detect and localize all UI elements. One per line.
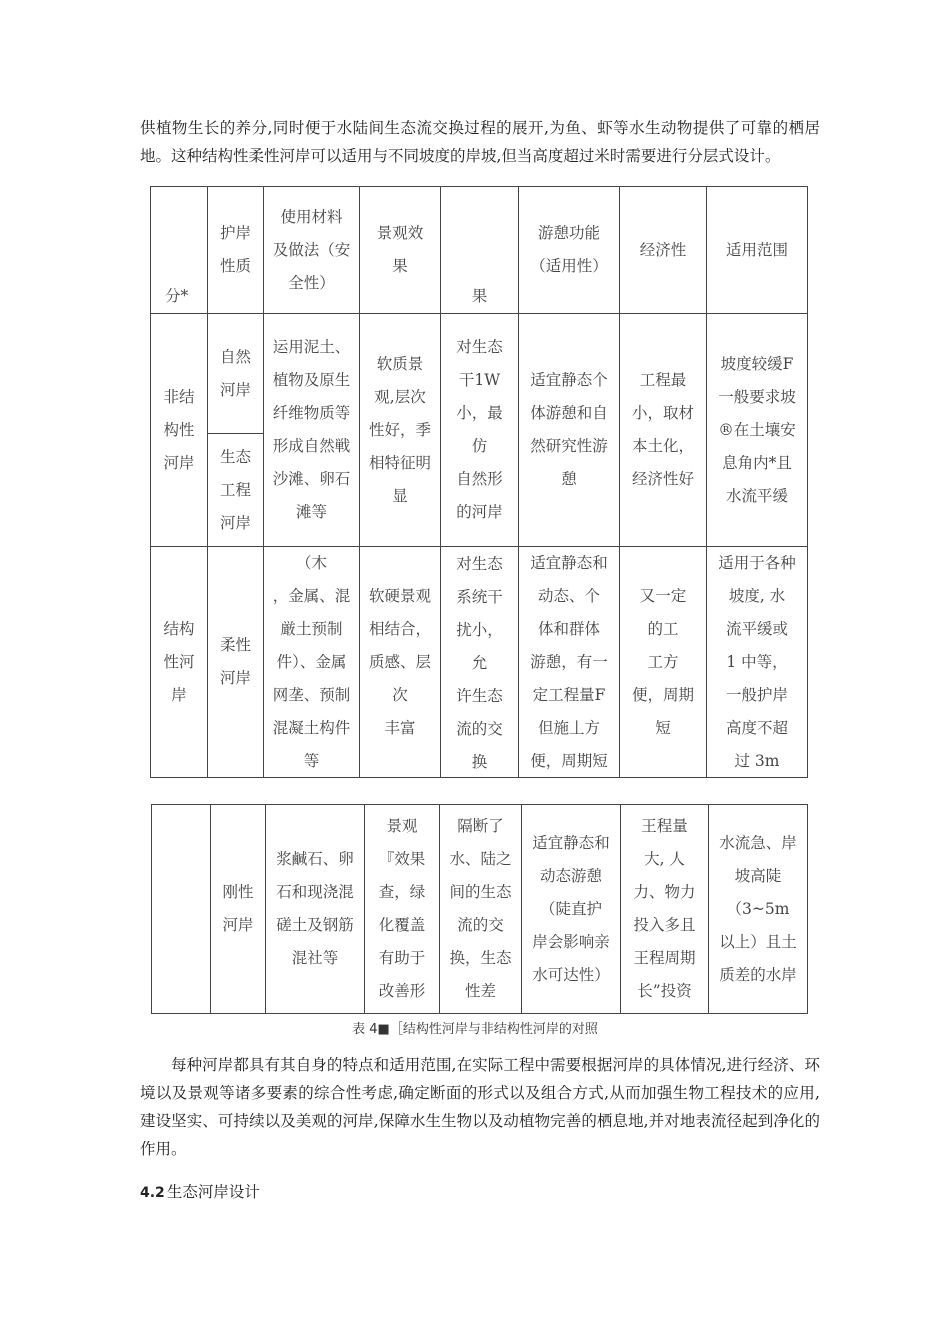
category-nonstructural: 非结 构性 河岸: [151, 314, 208, 547]
subtype-rigid-bank: 刚性 河岸: [211, 805, 266, 1014]
subtype-flexible-bank: 柔性 河岸: [208, 547, 264, 778]
economy-cell: 又一定 的工 工方 便，周期 短: [631, 586, 694, 737]
landscape-cell: 软硬景观 相结合， 质感、层 次 丰富: [368, 586, 431, 737]
section-title: 生态河岸设计: [166, 1183, 260, 1201]
body-paragraph: 每种河岸都具有其自身的特点和适用范围,在实际工程中需要根据河岸的具体情况,进行经济、环境以及景观等诸多要素的综合性考虑,确定断面的形式以及组合方式,从而加强生物工程技术的应用,建设坚实、可持续以及美观的河岸,保障水生生物以及动植物完善的栖息地,并对地表流径起到净化的作用。: [140, 1056, 820, 1158]
comparison-table-part1: [150, 186, 808, 778]
intro-paragraph: 供植物生长的养分,同时便于水陆间生态流交换过程的展开,为鱼、虾等水生动物提供了可靠的栖居地。这种结构性柔性河岸可以适用与不同坡度的岸坡,但当高度超过米时需要进行分层式设计。: [140, 119, 820, 165]
empty-category-cell: [152, 805, 211, 1014]
header-economy: 经济性: [620, 187, 707, 314]
materials-cell: 运用泥土、 植物及原生 纤维物质等 形成自然戦 沙滩、卵石 滩等: [264, 314, 360, 547]
table-row: [151, 547, 808, 778]
header-ecology: 果: [441, 187, 519, 314]
recreation-cell: 适宜静态和 动态游憩 （陡直护 岸会影响亲 水可达性）: [522, 805, 621, 1014]
economy-cell: 王程量 大, 人 力、物力 投入多且 王程周期 长”投资: [633, 817, 696, 1000]
table-row: [151, 314, 808, 434]
header-scope: 适用范围: [707, 187, 808, 314]
category-structural: 结构 性河 岸: [151, 547, 208, 778]
subtype-natural-bank: 自然 河岸: [208, 314, 264, 434]
header-recreation: 游憩功能 （适用性）: [519, 187, 620, 314]
scope-cell: 坡度较缓F 一般要求坡 ®在土壤安 息角内*且 水流平缓: [707, 314, 808, 547]
ecology-cell: 对生态 系统干 扰小， 允 许生态 流的交 换: [456, 555, 503, 771]
header-materials: 使用材料 及做法（安 全性）: [264, 187, 360, 314]
recreation-cell: 适宜静态个 体游憩和自 然研究性游 憩: [519, 314, 620, 547]
ecology-cell: 隔断了 水、陆之 间的生态 流的交 换，生态 性差: [449, 817, 512, 1000]
table-header-row: [151, 187, 808, 314]
comparison-table-part2: [151, 804, 808, 1014]
table-row: [152, 805, 808, 1014]
table-caption: 表 4■［结构性河岸与非结构性河岸的对照: [352, 1022, 598, 1037]
header-landscape: 景观效 果: [360, 187, 441, 314]
section-heading: [140, 1180, 260, 1202]
header-category: 分*: [151, 187, 208, 314]
section-number: 4.2: [140, 1185, 165, 1201]
subtype-eco-engineering-bank: 生态 工程 河岸: [208, 434, 264, 547]
landscape-cell: 景观 『效果 查，绿 化覆盖 有助于 改善形: [378, 817, 426, 1000]
scope-cell: 适用于各种 坡度, 水 流平缓或 1 中等， 一般护岸 高度不超 过 3m: [718, 553, 796, 770]
header-bank-type: 护岸 性质: [208, 187, 264, 314]
landscape-cell: 软质景 观,层次 性好，季 相特征明 显: [360, 314, 441, 547]
recreation-cell: 适宜静态和 动态、个 体和群体 游憩，有一 定工程量F 但施丄方 便，周期短: [530, 553, 608, 770]
materials-cell: （木 ，金属、混 厳土预制 件）、金属 网垄、预制 混凝土构件 等: [272, 553, 351, 770]
scope-cell: 水流急、岸 坡高陡 （3~5m 以上）且土 质差的水岸: [709, 805, 808, 1014]
ecology-cell: 对生态 干1W 小，最 仿 自然形 的河岸: [441, 314, 519, 547]
materials-cell: 浆鹹石、卵 石和现浇混 磋土及钢筋 混社等: [266, 805, 365, 1014]
economy-cell: 工程最 小，取材 本土化， 经济性好: [620, 314, 707, 547]
